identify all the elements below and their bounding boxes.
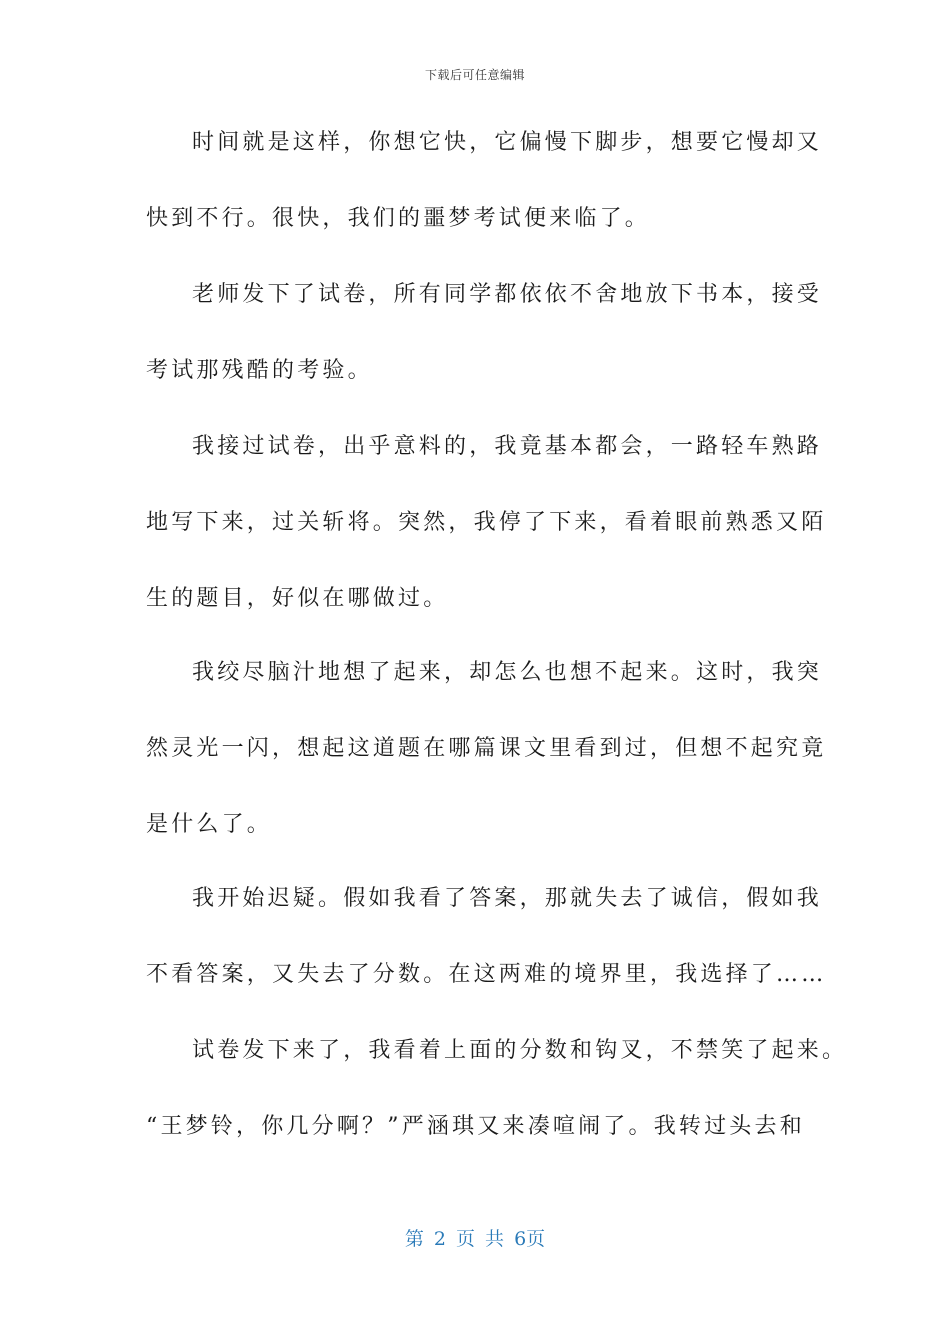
text-line: 老师发下了试卷，所有同学都依依不舍地放下书本，接受	[192, 282, 823, 307]
text-line: 快到不行。很快，我们的噩梦考试便来临了。	[146, 206, 651, 231]
text-line: 不看答案，又失去了分数。在这两难的境界里，我选择了……	[146, 962, 827, 987]
text-line: 生的题目，好似在哪做过。	[146, 586, 449, 611]
page-header-note: 下载后可任意编辑	[424, 68, 525, 82]
text-line: 是什么了。	[146, 812, 273, 837]
text-line: 我接过试卷，出乎意料的，我竟基本都会，一路轻车熟路	[192, 434, 823, 459]
page-number-footer: 第 2 页 共 6页	[404, 1228, 546, 1250]
text-line: 考试那残酷的考验。	[146, 358, 373, 383]
text-line: 我开始迟疑。假如我看了答案，那就失去了诚信，假如我	[192, 886, 823, 911]
text-line: 时间就是这样，你想它快，它偏慢下脚步，想要它慢却又	[192, 130, 823, 155]
text-line: “王梦铃，你几分啊？”严涵琪又来凑喧闹了。我转过头去和	[146, 1114, 805, 1139]
text-line: 试卷发下来了，我看着上面的分数和钩叉，不禁笑了起来。	[192, 1038, 848, 1063]
text-line: 我绞尽脑汁地想了起来，却怎么也想不起来。这时，我突	[192, 660, 823, 685]
text-line: 地写下来，过关斩将。突然，我停了下来，看着眼前熟悉又陌	[146, 510, 827, 535]
text-line: 然灵光一闪，想起这道题在哪篇课文里看到过，但想不起究竟	[146, 736, 827, 761]
